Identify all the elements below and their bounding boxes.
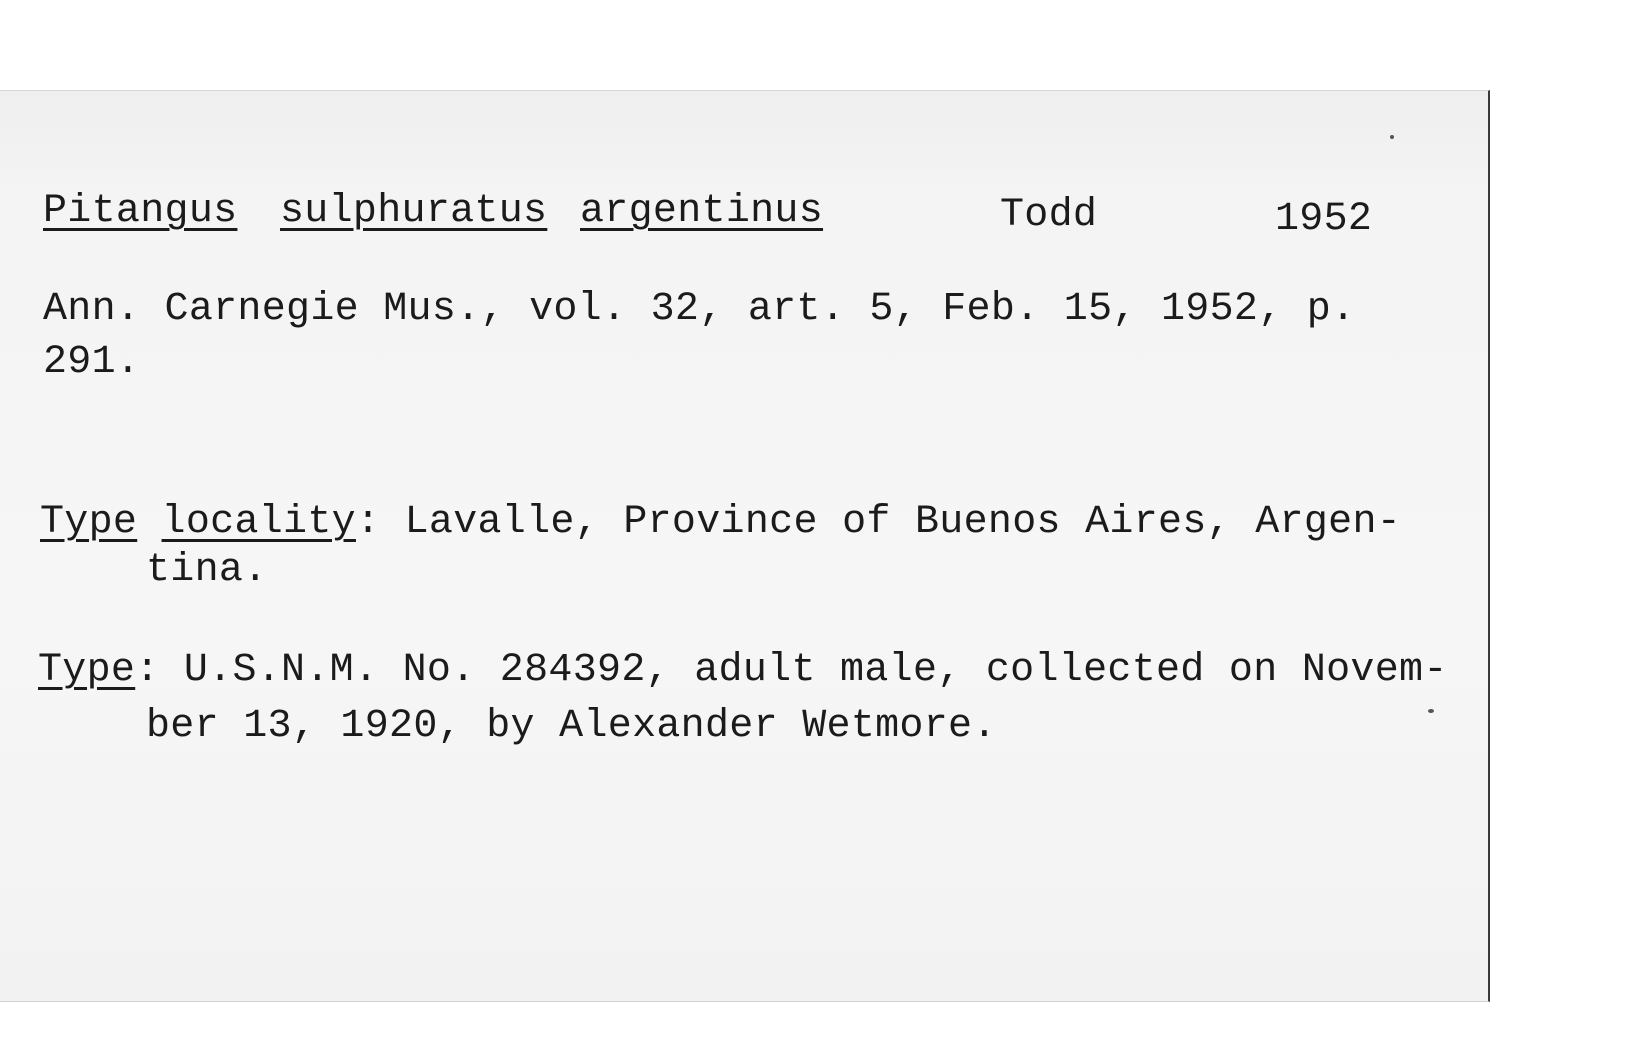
type-locality-text-1: Lavalle, Province of Buenos Aires, Argen- [404,500,1402,545]
author-name: Todd [1000,193,1098,238]
species-name: sulphuratus [280,189,548,234]
year-of-publication: 1952 [1275,197,1373,242]
type-label: Type [38,648,136,693]
scan-speck [1390,135,1394,139]
type-locality-colon: : [355,500,381,545]
type-text-1: U.S.N.M. No. 284392, adult male, collected on Novem- [183,648,1448,693]
citation-line-1: Ann. Carnegie Mus., vol. 32, art. 5, Feb. 15, 1952, p. [43,287,1356,332]
type-locality-label-word-1: Type [40,500,138,545]
type-line-1 [38,648,1448,693]
subspecies-name: argentinus [580,189,824,234]
index-card [0,90,1490,1002]
citation-line-2: 291. [43,340,141,385]
type-locality-line-2: tina. [146,548,268,593]
type-locality-line-1 [40,500,1402,545]
type-locality-label-word-2: locality [161,500,356,545]
type-line-2: ber 13, 1920, by Alexander Wetmore. [146,704,997,749]
type-colon: : [135,648,160,693]
genus-name: Pitangus [43,189,238,234]
scan-speck [1428,709,1434,713]
